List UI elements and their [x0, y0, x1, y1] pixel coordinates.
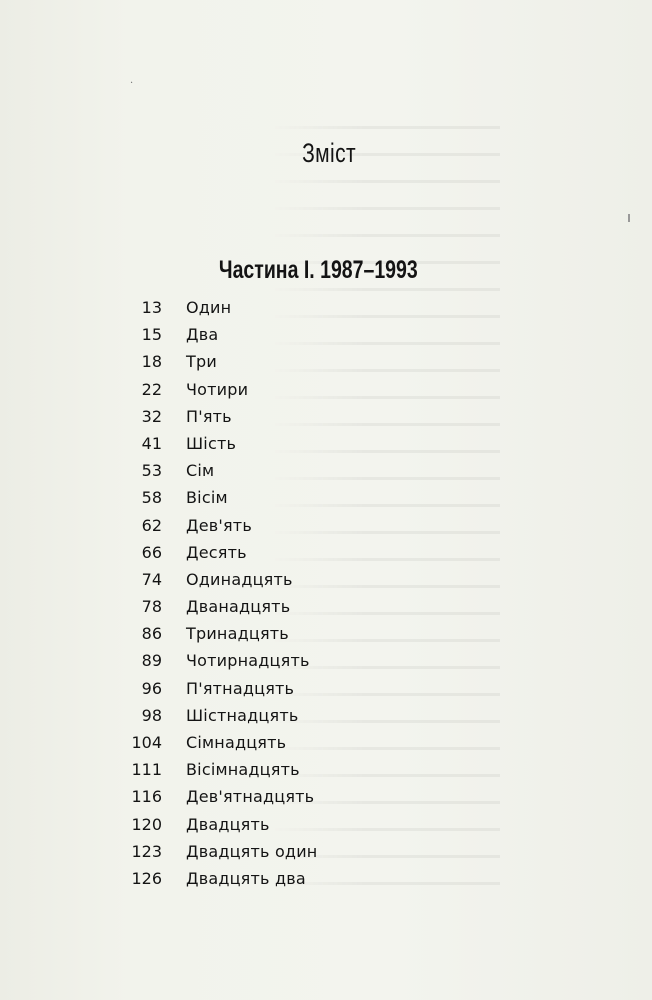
- toc-page-number: 123: [131, 841, 162, 861]
- toc-page-number: 98: [141, 705, 162, 725]
- toc-chapter-title: Дев'ятнадцять: [186, 787, 315, 807]
- toc-chapter-title: Сім: [186, 461, 215, 481]
- toc-entry: [110, 865, 510, 892]
- toc-page-number: 32: [141, 406, 162, 426]
- toc-entry: [110, 539, 510, 566]
- toc-chapter-title: Один: [186, 298, 232, 317]
- toc-entry: [110, 729, 510, 756]
- toc-page-number: 89: [141, 651, 162, 671]
- toc-chapter-title: П'ять: [186, 406, 232, 426]
- part-heading: Частина I. 1987–1993: [218, 256, 418, 284]
- toc-chapter-title: П'ятнадцять: [186, 678, 295, 698]
- toc-page-number: 78: [141, 597, 162, 617]
- toc-chapter-title: Вісімнадцять: [186, 760, 300, 780]
- toc-entry: [110, 756, 510, 783]
- toc-chapter-title: Чотирнадцять: [186, 651, 310, 671]
- toc-entry: [110, 457, 510, 484]
- toc-chapter-title: Одинадцять: [186, 569, 293, 589]
- toc-chapter-title: Дванадцять: [186, 597, 291, 617]
- toc-page-number: 116: [131, 787, 162, 807]
- toc-entry: [110, 702, 510, 729]
- toc-page-number: 86: [141, 624, 162, 644]
- toc-entry: [110, 838, 510, 865]
- toc-page-number: 120: [131, 814, 162, 834]
- page-speck: ·: [130, 78, 134, 89]
- toc-entry: [110, 294, 510, 321]
- toc-page-number: 13: [141, 298, 162, 317]
- toc-chapter-title: Двадцять два: [186, 868, 306, 888]
- toc-chapter-title: Десять: [186, 542, 247, 562]
- toc-chapter-title: Двадцять: [186, 814, 270, 834]
- toc-entry: [110, 811, 510, 838]
- toc-chapter-title: Дев'ять: [186, 515, 252, 535]
- toc-page-number: 66: [141, 542, 162, 562]
- toc-page-number: 111: [131, 760, 162, 780]
- toc-page-number: 18: [141, 352, 162, 372]
- toc-page-number: 74: [141, 569, 162, 589]
- toc-entry: [110, 484, 510, 511]
- toc-entry: [110, 403, 510, 430]
- toc-page-number: 41: [141, 433, 162, 453]
- toc-entry: [110, 675, 510, 702]
- toc-chapter-title: Сімнадцять: [186, 733, 287, 752]
- toc-page-number: 15: [141, 325, 162, 345]
- toc-chapter-title: Вісім: [186, 488, 228, 508]
- toc-chapter-title: Чотири: [186, 379, 249, 399]
- toc-page-number: 104: [131, 733, 162, 752]
- toc-chapter-title: Двадцять один: [186, 841, 318, 861]
- toc-page-number: 53: [141, 461, 162, 481]
- page-mark: [628, 214, 630, 222]
- toc-page-number: 22: [141, 379, 162, 399]
- toc-chapter-title: Шість: [186, 433, 237, 453]
- toc-entry: [110, 376, 510, 403]
- toc-entry: [110, 512, 510, 539]
- toc-chapter-title: Шістнадцять: [186, 705, 299, 725]
- toc-chapter-title: Тринадцять: [186, 624, 289, 644]
- table-of-contents: [110, 294, 510, 892]
- toc-entry: [110, 593, 510, 620]
- toc-entry: [110, 783, 510, 810]
- toc-chapter-title: Три: [186, 352, 217, 372]
- page-title: Зміст: [302, 138, 357, 168]
- toc-chapter-title: Два: [186, 325, 219, 345]
- toc-entry: [110, 566, 510, 593]
- toc-entry: [110, 430, 510, 457]
- toc-page-number: 62: [141, 515, 162, 535]
- toc-page-number: 126: [131, 868, 162, 888]
- toc-page-number: 96: [141, 678, 162, 698]
- toc-entry: [110, 321, 510, 348]
- toc-entry: [110, 348, 510, 375]
- toc-entry: [110, 647, 510, 674]
- toc-page-number: 58: [141, 488, 162, 508]
- toc-entry: [110, 620, 510, 647]
